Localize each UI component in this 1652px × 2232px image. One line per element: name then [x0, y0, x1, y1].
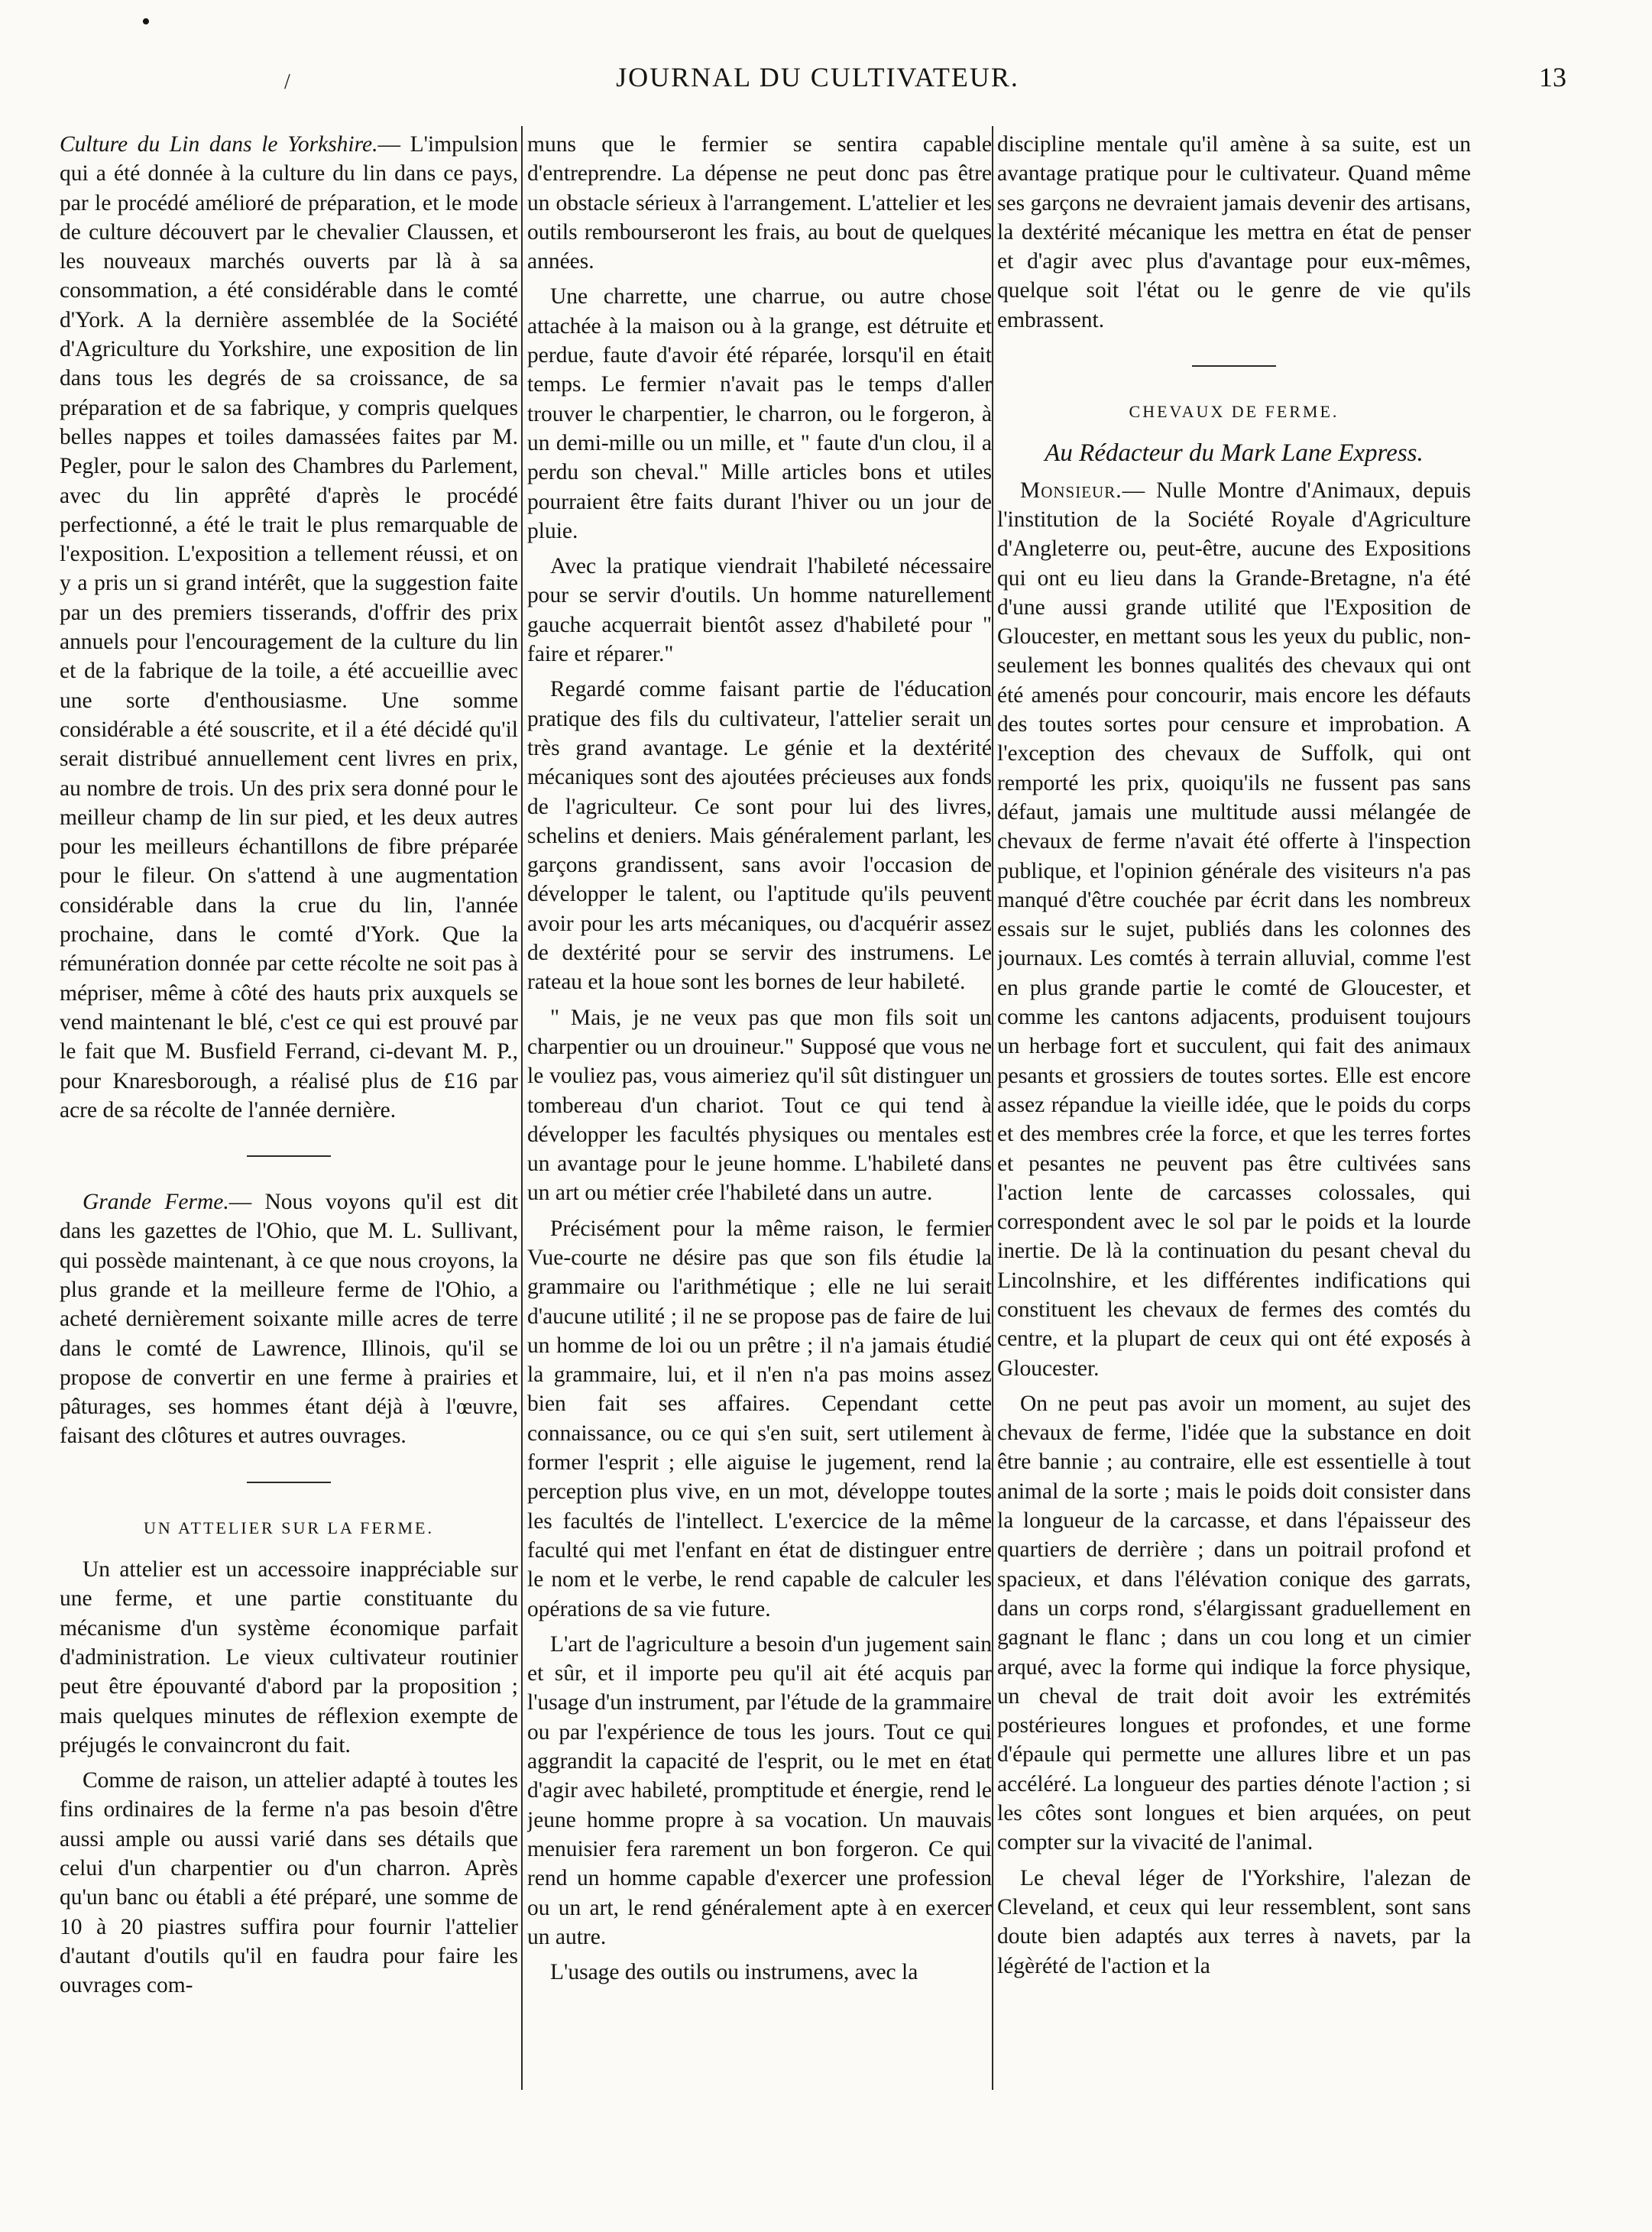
paragraph: Un attelier est un accessoire inappréciable sur une ferme, et une partie constituante du mécanisme d'un système économique parfait d'administration. Le vieux cultivateur routinier peut être épouvanté d'abord par la proposition ; mais quelques minutes de réflexion exempte de préjugés le convaincront du fait. — [60, 1557, 518, 1757]
separator — [247, 1482, 331, 1483]
column-rule-2 — [992, 126, 993, 2090]
page-number: 13 — [1539, 62, 1566, 92]
page-header — [46, 46, 1589, 99]
article-lin-text: — L'impulsion qui a été donnée à la culture du lin dans ce pays, par le procédé amélioré de préparation, et le mode de culture découvert par le chevalier Claussen, et les nouveaux marchés ouverts par là à sa consommation, a été considérable dans le comté d'York. A la dernière assemblée de la Société d'Agriculture du Yorkshire, une exposition de lin dans tous les degrés de sa croissance, de sa préparation et de sa fabrique, y compris quelques belles nappes et toiles damassées faites par M. Pegler, pour le salon des Chambres du Parlement, avec du lin apprêté d'après le procédé perfectionné, a été le trait le plus remarquable de l'exposition. L'exposition a tellement réussi, et on y a pris un si grand intérêt, que la suggestion faite par un des premiers tisserands, d'offrir des prix annuels pour l'encouragement de la culture du lin et de la fabrique de la toile, a été accueillie avec une sorte d'enthousiasme. Une somme considérable a été souscrite, et il a été décidé qu'il serait distribué annuellement cent livres en prix, au nombre de trois. Un des prix sera donné pour le meilleur champ de lin sur pied, et les deux autres pour les meilleurs échantillons de fibre préparée pour le fileur. On s'attend à une augmentation considérable dans la crue du lin, l'année prochaine, dans le comté d'York. Que la rémunération donnée par cette récolte ne soit pas à mépriser, même à côté des hauts prix auxquels se vend maintenant le blé, c'est ce qui est prouvé par le fait que M. Busfield Ferrand, ci-devant M. P., pour Knaresborough, a réalisé plus de £16 par acre de sa récolte de l'année dernière. — [60, 132, 518, 1122]
column-3 — [997, 130, 1471, 2086]
paragraph: Avec la pratique viendrait l'habileté nécessaire pour se servir d'outils. Un homme naturellement gauche acquerrait bientôt assez d'habileté pour " faire et réparer." — [527, 554, 992, 667]
column-2 — [527, 130, 992, 2117]
paragraph: Le cheval léger de l'Yorkshire, l'alezan de Cleveland, et ceux qui leur ressemblent, sont sans doute bien adaptés aux terres à navets, par la légèrété de l'action et la — [997, 1865, 1471, 1978]
paragraph: discipline mentale qu'il amène à sa suite, est un avantage pratique pour le cultivateur. Quand même ses garçons ne devraient jamais devenir des artisans, la dextérité mécanique les mettra en état de penser et d'agir avec plus d'avantage pour eux-mêmes, quelque soit l'état ou le genre de vie qu'ils embrassent. — [997, 132, 1471, 332]
salutation: Monsieur. — [1020, 478, 1122, 503]
paragraph: " Mais, je ne veux pas que mon fils soit un charpentier ou un drouineur." Supposé que vous ne le vouliez pas, vous aimeriez qu'il sût distinguer un tombereau d'un chariot. Tout ce qui tend à développer les facultés physiques ou mentales est un avantage pour le jeune homme. L'habileté dans un art ou métier crée l'habileté dans un autre. — [527, 1005, 992, 1206]
separator — [247, 1155, 331, 1157]
paragraph: On ne peut pas avoir un moment, au sujet des chevaux de ferme, l'idée que la substance en doit être bannie ; au contraire, elle est essentielle à tout animal de la sorte ; mais le poids doit consister dans la longueur de la carcasse, et dans l'épaisseur des quartiers de derrière ; dans un poitrail profond et spacieux, et dans l'élévation conique des garrats, dans un corps rond, s'élargissant graduellement en gagnant le flanc ; dans un cou long et un cimier arqué, avec la forme qui indique la force physique, un cheval de trait doit avoir les extrémités postérieures longues et profondes, et une forme d'épaule qui permette une allures libre et un pas accéléré. La longueur des parties dénote l'action ; si les côtes sont longues et bien arquées, on peut compter sur la vivacité de l'animal. — [997, 1391, 1471, 1855]
letter-text: — Nulle Montre d'Animaux, depuis l'institution de la Société Royale d'Agriculture d'Angleterre ou, peut-être, aucune des Expositions qui ont eu lieu dans la Grande-Bretagne, n'a été d'une aussi grande utilité que l'Exposition de Gloucester, en mettant sous les yeux du public, non-seulement les bonnes qualités des chevaux qui ont été amenés pour concourir, mais encore les défauts des toutes sortes pour censure et improbation. A l'exception des chevaux de Suffolk, qui ont remporté les prix, quoiqu'ils ne fussent pas sans défaut, jamais une multitude aussi mélangée de chevaux de ferme n'avait été offerte à l'inspection publique, et l'opinion générale des visiteurs n'a pas manqué d'être couchée par écrit dans les nombreux essais sur le sujet, publiés dans les colonnes des journaux. Les comtés à terrain alluvial, comme l'est en plus grande partie le comté de Gloucester, et comme les cantons adjacents, produisent toujours un herbage fort et succulent, qui fait des animaux pesants et grossiers de toutes sortes. Elle est encore assez répandue la vieille idée, que le poids du corps et des membres crée la force, et que les terres fortes et pesantes ne peuvent pas être cultivées sans l'action lente de carcasses colossales, qui correspondent avec le sol par le poids et la lourde inertie. De là la continuation du pesant cheval du Lincolnshire, et les différentes indifications qui constituent les chevaux de fermes des comtés du centre, et la plupart de ceux qui ont été exposés à Gloucester. — [997, 478, 1471, 1381]
paragraph: Comme de raison, un attelier adapté à toutes les fins ordinaires de la ferme n'a pas besoin d'être aussi ample ou aussi varié dans ses détails que celui d'un charpentier ou d'un charron. Après qu'un banc ou établi a été préparé, une somme de 10 à 20 piastres suffira pour fournir l'attelier d'autant d'outils qu'il en faudra pour faire les ouvrages com- — [60, 1768, 518, 1998]
article-lin-title: Culture du Lin dans le Yorkshire. — [60, 132, 378, 157]
paragraph: Regardé comme faisant partie de l'éducation pratique des fils du cultivateur, l'attelier serait un très grand avantage. Le génie et la dextérité mécaniques sont des ajoutées précieuses aux fonds de l'agriculteur. Ce sont pour lui des livres, schelins et deniers. Mais généralement parlant, les garçons grandissent, sans avoir l'occasion de développer le talent, ou l'aptitude qu'ils peuvent avoir pour les arts mécaniques, ou d'acquérir assez de dextérité pour se servir des instrumens. Le rateau et la houe sont les bornes de leur habileté. — [527, 677, 992, 995]
column-1 — [60, 130, 518, 2101]
section-heading-attelier: UN ATTELIER SUR LA FERME. — [144, 1518, 434, 1537]
section-heading-chevaux: CHEVAUX DE FERME. — [1129, 402, 1339, 422]
article-ferme-title: Grande Ferme. — [83, 1190, 229, 1215]
paragraph: muns que le fermier se sentira capable d'entreprendre. La dépense ne peut donc pas être un obstacle sérieux à l'arrangement. L'attelier et les outils rembourseront les frais, au bout de quelques années. — [527, 132, 992, 274]
article-ferme-text: — Nous voyons qu'il est dit dans les gazettes de l'Ohio, que M. L. Sullivant, qui possède maintenant, à ce que nous croyons, la plus grande et la meilleure ferme de l'Ohio, a acheté dernièrement soixante mille acres de terre dans le comté de Lawrence, Illinois, qu'il se propose de convertir en une ferme à prairies et pâturages, ses hommes étant déjà à l'œuvre, faisant des clôtures et autres ouvrages. — [60, 1190, 518, 1449]
article-lin — [60, 130, 518, 1125]
paragraph: Une charrette, une charrue, ou autre chose attachée à la maison ou à la grange, est détruite et perdue, faute d'avoir été réparée, lorsqu'il en était temps. Le fermier n'avait pas le temps d'aller trouver le charpentier, le charron, ou le forgeron, à un demi-mille ou un mille, et " faute d'un clou, il a perdu son cheval." Mille articles bons et utiles pourraient être faits durant l'hiver ou un jour de pluie. — [527, 284, 992, 543]
column-rule-1 — [521, 126, 523, 2090]
paragraph: Précisément pour la même raison, le fermier Vue-courte ne désire pas que son fils étudie la grammaire ou l'arithmétique ; elle ne lui serait d'aucune utilité ; il ne se propose pas de faire de lui un homme de loi ou un prêtre ; il n'a jamais étudié la grammaire, lui, et il n'en n'a pas moins assez bien fait ses affaires. Cependant cette connaissance, ou ce qui s'en suit, sert utilement à former l'esprit ; elle aiguise le jugement, rend la perception plus vive, en un mot, développe toutes les facultés de l'intellect. L'exercice de la même faculté qui met l'enfant en état de distinguer entre le nom et le verbe, le rend capable de calculer les opérations de sa vie future. — [527, 1216, 992, 1621]
letter-opening — [997, 476, 1471, 1383]
running-title: JOURNAL DU CULTIVATEUR. — [616, 62, 1019, 92]
paragraph: L'art de l'agriculture a besoin d'un jugement sain et sûr, et il importe peu qu'il ait été acquis par l'usage d'un instrument, par l'étude de la grammaire ou par l'expérience de tous les jours. Tout ce qui aggrandit la capacité de l'esprit, ou le met en état d'agir avec habileté, promptitude et énergie, rend le jeune homme propre à sa vocation. Un mauvais menuisier fera rarement un bon forgeron. Ce qui rend un homme capable d'exercer une profession ou un art, le rend généralement apte à en exercer un autre. — [527, 1631, 992, 1949]
stray-mark: / — [284, 70, 290, 94]
article-grande-ferme — [60, 1187, 518, 1451]
letter-address: Au Rédacteur du Mark Lane Express. — [1045, 439, 1424, 468]
paragraph: L'usage des outils ou instrumens, avec la — [550, 1960, 918, 1985]
separator — [1192, 365, 1276, 367]
ink-mark: • — [141, 8, 151, 36]
